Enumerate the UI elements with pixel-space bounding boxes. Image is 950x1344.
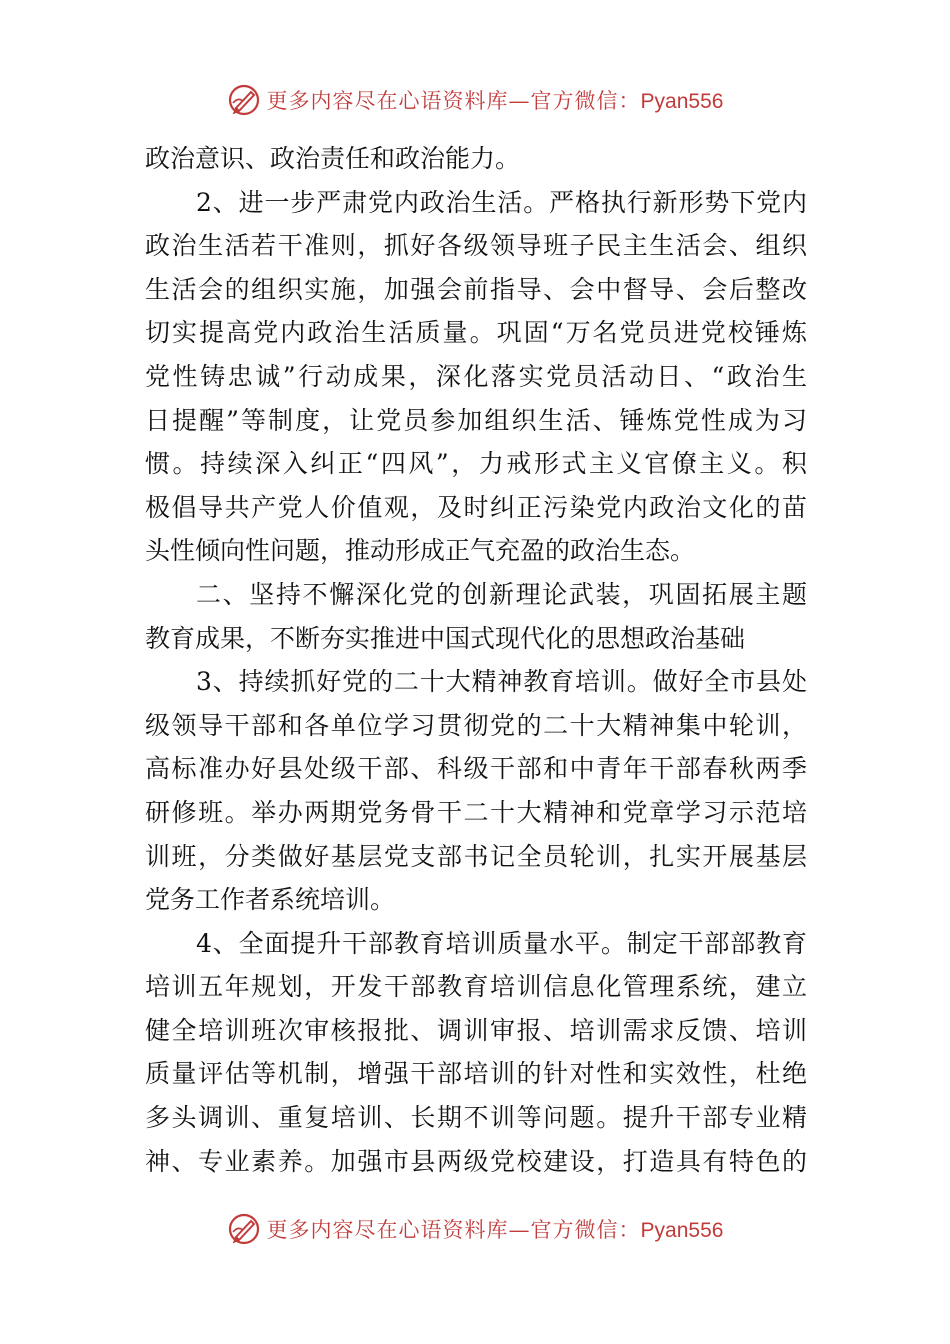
document-body [145,137,807,1183]
text-line: 日提醒”等制度，让党员参加组织生活、锤炼党性成为习 [145,405,807,435]
text-line: 多头调训、重复培训、长期不训等问题。提升干部专业精 [145,1103,807,1133]
watermark-wechat-id: Pyan556 [640,90,724,113]
text-line: 训班，分类做好基层党支部书记全员轮训，扎实开展基层 [145,841,807,871]
text-line: 质量评估等机制，增强干部培训的针对性和实效性，杜绝 [145,1059,807,1089]
text-line: 极倡导共产党人价值观，及时纠正污染党内政治文化的苗 [145,492,807,522]
watermark-label: 更多内容尽在心语资料库—官方微信： [266,89,641,113]
watermark-text [267,85,724,115]
header-watermark [0,80,950,120]
text-line: 培训五年规划，开发干部教育培训信息化管理系统，建立 [145,972,807,1002]
text-line: 级领导干部和各单位学习贯彻党的二十大精神集中轮训， [145,710,807,740]
watermark-wechat-id: Pyan556 [640,1219,724,1242]
text-line: 头性倾向性问题，推动形成正气充盈的政治生态。 [145,536,696,566]
watermark-label: 更多内容尽在心语资料库—官方微信： [266,1218,641,1242]
text-line: 二、坚持不懈深化党的创新理论武装，巩固拓展主题 [196,579,807,609]
watermark-text [267,1214,724,1244]
pen-logo-icon [227,1212,261,1246]
text-line: 研修班。举办两期党务骨干二十大精神和党章学习示范培 [145,797,807,827]
text-line: 2、进一步严肃党内政治生活。严格执行新形势下党内 [196,187,807,217]
text-line: 政治意识、政治责任和政治能力。 [145,144,521,173]
text-line: 健全培训班次审核报批、调训审报、培训需求反馈、培训 [145,1015,807,1045]
text-line: 4、全面提升干部教育培训质量水平。制定干部部教育 [196,928,807,958]
text-line: 党务工作者系统培训。 [145,885,396,915]
text-line: 高标准办好县处级干部、科级干部和中青年干部春秋两季 [145,754,807,784]
text-line: 党性铸忠诚”行动成果，深化落实党员活动日、“政治生 [145,361,807,391]
text-line: 生活会的组织实施，加强会前指导、会中督导、会后整改 [145,274,807,304]
text-line: 惯。持续深入纠正“四风”，力戒形式主义官僚主义。积 [145,449,807,479]
text-line: 教育成果，不断夯实推进中国式现代化的思想政治基础 [145,623,746,653]
text-line: 政治生活若干准则，抓好各级领导班子民主生活会、组织 [145,231,807,261]
text-line: 切实提高党内政治生活质量。巩固“万名党员进党校锤炼 [145,318,807,348]
pen-logo-icon [227,83,261,117]
text-line: 3、持续抓好党的二十大精神教育培训。做好全市县处 [196,667,807,697]
text-line: 神、专业素养。加强市县两级党校建设，打造具有特色的 [145,1146,807,1176]
footer-watermark [0,1209,950,1249]
